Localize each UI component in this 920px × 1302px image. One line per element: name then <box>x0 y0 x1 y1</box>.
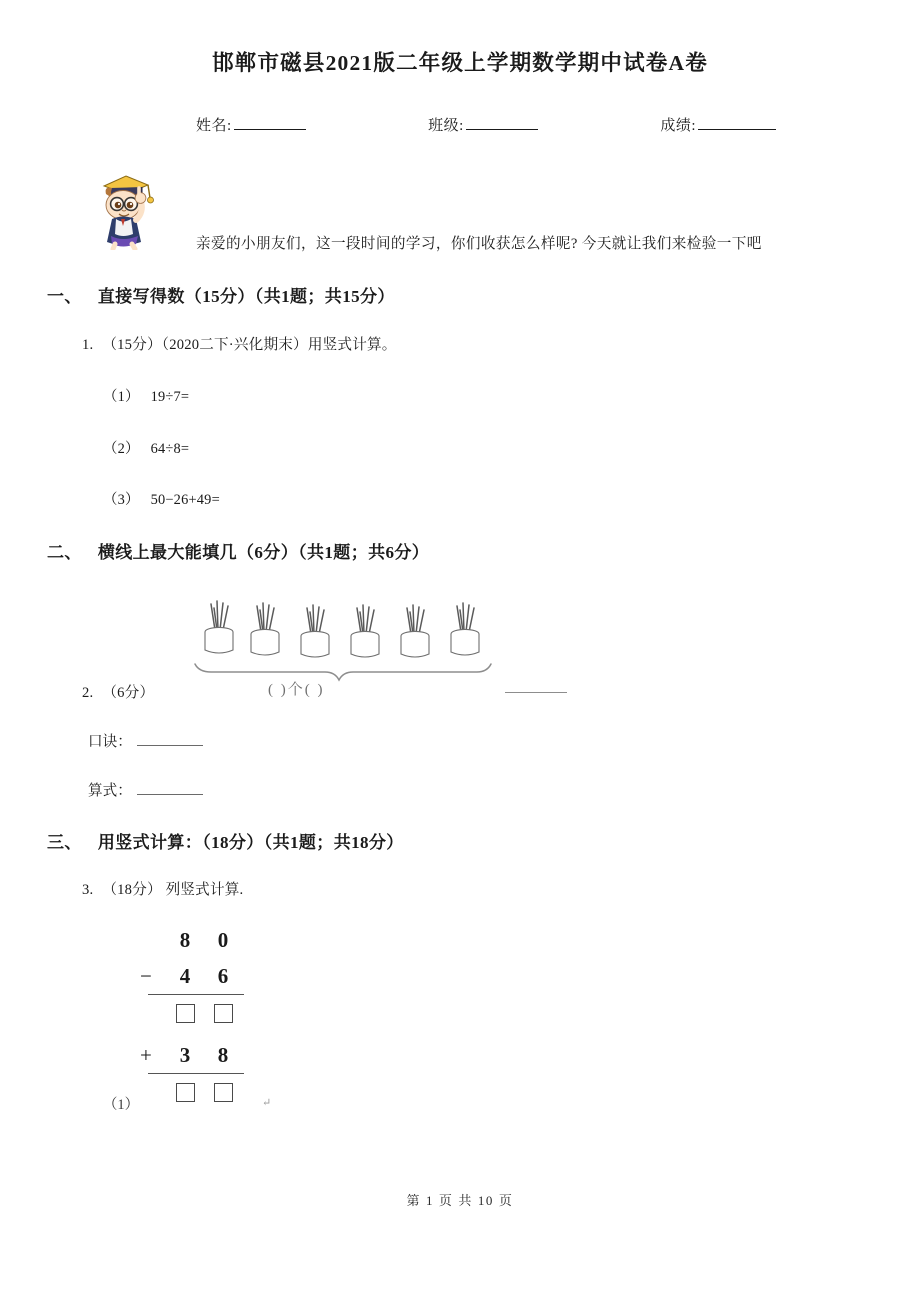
section-heading-1 <box>47 282 395 307</box>
section-3-title: 用竖式计算：（18分）（共1题；共18分） <box>97 833 404 852</box>
vc-line-1-digit-1: 8 <box>179 927 191 952</box>
vc-line-3-digit-2: 8 <box>217 1042 229 1067</box>
question-2-number: 2. <box>82 685 94 701</box>
question-1-item-2-text: 64÷8= <box>150 441 190 457</box>
score-label: 成绩: <box>660 118 696 134</box>
kou-jue-row <box>88 730 203 751</box>
vc-line-3-digit-1: 3 <box>179 1042 191 1067</box>
vertical-calculation <box>140 922 258 1110</box>
score-field[interactable] <box>660 114 776 135</box>
kou-jue-label: 口诀： <box>88 734 132 750</box>
vc-line-1-digit-2: 0 <box>217 927 229 952</box>
vc-line-3-operator: + <box>140 1042 152 1067</box>
question-2 <box>82 681 154 702</box>
cups-figure-caption: ( )个( ) <box>268 682 325 698</box>
vc-answer-box-2b[interactable] <box>204 1083 242 1102</box>
section-2-title: 横线上最大能填几（6分）（共1题；共6分） <box>97 543 430 562</box>
vc-line-2-digit-2: 6 <box>217 963 229 988</box>
page-footer: 第 1 页 共 10 页 <box>406 1193 514 1208</box>
vc-answer-box-2a[interactable] <box>166 1083 204 1102</box>
class-blank[interactable] <box>466 117 538 130</box>
vc-answer-box-1b[interactable] <box>204 1004 242 1023</box>
vc-answer-row-2 <box>140 1074 258 1110</box>
question-1-item-1 <box>103 385 189 406</box>
question-2-stem: （6分） <box>102 685 155 701</box>
section-2-number: 二、 <box>47 543 82 562</box>
section-heading-3 <box>47 828 404 853</box>
section-3-number: 三、 <box>47 833 82 852</box>
suan-shi-row <box>88 779 203 800</box>
question-3-stem: （18分） 列竖式计算. <box>102 882 244 898</box>
question-1-number: 1. <box>82 337 94 353</box>
section-1-title: 直接写得数（15分）（共1题；共15分） <box>97 287 395 306</box>
vc-answer-box-1a[interactable] <box>166 1004 204 1023</box>
name-blank[interactable] <box>234 117 306 130</box>
vc-line-3 <box>140 1037 258 1073</box>
vc-line-2 <box>140 958 258 994</box>
question-1-item-3-text: 50−26+49= <box>150 492 220 508</box>
section-heading-2 <box>47 538 429 563</box>
student-mascot-icon <box>92 164 158 250</box>
class-label: 班级: <box>428 118 464 134</box>
name-label: 姓名: <box>196 118 232 134</box>
question-3-number: 3. <box>82 882 94 898</box>
vc-line-1 <box>140 922 258 958</box>
name-field[interactable] <box>196 114 306 135</box>
pencil-cups-figure <box>193 592 493 702</box>
question-1-item-3-label: （3） <box>103 492 140 508</box>
question-1-item-1-label: （1） <box>103 389 140 405</box>
question-1-item-2-label: （2） <box>103 441 140 457</box>
question-1-item-1-text: 19÷7= <box>150 389 190 405</box>
question-1-item-2 <box>103 437 189 458</box>
question-1 <box>82 333 397 354</box>
question-2-answer-blank[interactable] <box>505 692 567 693</box>
identity-row <box>196 114 776 135</box>
question-1-item-3 <box>103 488 220 509</box>
pilcrow-mark: ↵ <box>262 1097 272 1109</box>
kou-jue-blank[interactable] <box>137 733 203 746</box>
question-3 <box>82 878 243 899</box>
vc-line-2-operator: − <box>140 963 152 988</box>
suan-shi-label: 算式： <box>88 783 132 799</box>
question-3-sub-label: （1） <box>103 1097 139 1113</box>
score-blank[interactable] <box>698 117 776 130</box>
page-title: 邯郸市磁县2021版二年级上学期数学期中试卷A卷 <box>212 51 708 75</box>
vc-line-2-digit-1: 4 <box>179 963 191 988</box>
greeting-text: 亲爱的小朋友们，这一段时间的学习，你们收获怎么样呢? 今天就让我们来检验一下吧 <box>196 236 762 252</box>
question-1-stem: （15分）（2020二下·兴化期末）用竖式计算。 <box>102 337 397 353</box>
class-field[interactable] <box>428 114 538 135</box>
vc-answer-row-1 <box>140 995 258 1031</box>
section-1-number: 一、 <box>47 287 82 306</box>
suan-shi-blank[interactable] <box>137 782 203 795</box>
